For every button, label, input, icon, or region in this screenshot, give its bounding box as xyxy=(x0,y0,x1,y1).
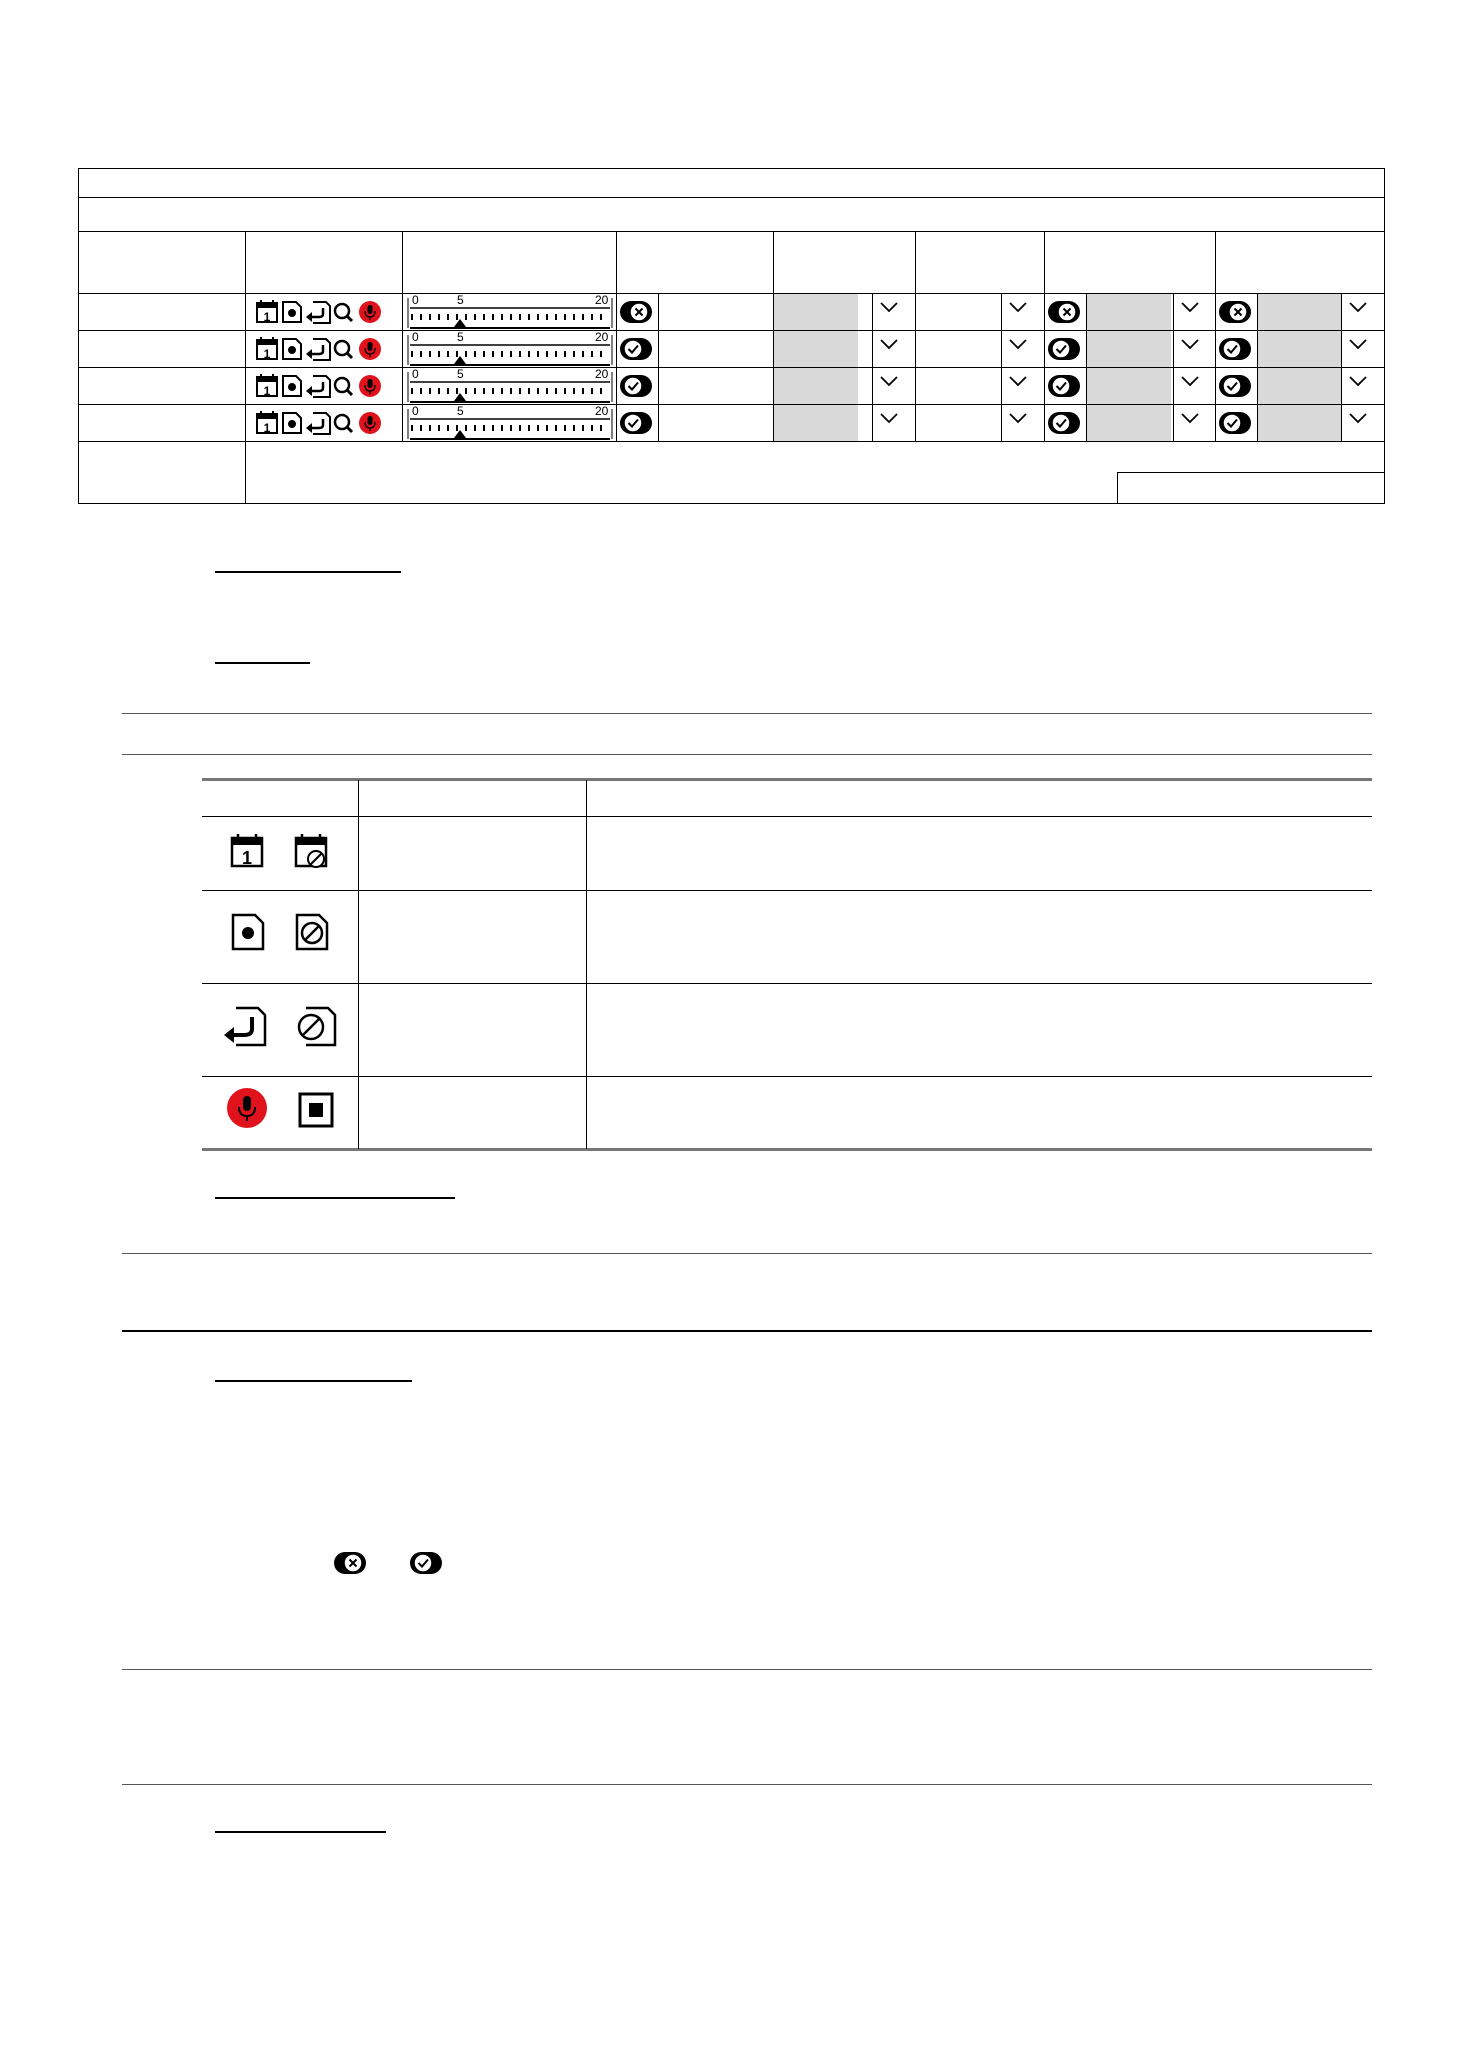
select-field[interactable] xyxy=(1087,405,1171,441)
select-field[interactable] xyxy=(1087,368,1171,404)
table-col-rule xyxy=(402,231,403,441)
calendar-icon xyxy=(257,337,277,361)
legend-rule xyxy=(202,983,1372,984)
select-field[interactable] xyxy=(774,331,858,367)
slider-tick-label: 20 xyxy=(595,331,609,344)
calendar-icon xyxy=(257,300,277,324)
section-heading-underline xyxy=(215,1831,386,1833)
table-col-rule xyxy=(1341,293,1342,441)
chevron-down-icon[interactable] xyxy=(1181,411,1197,421)
record-icon xyxy=(283,339,301,359)
select-field[interactable] xyxy=(1258,294,1341,330)
toggle-on-icon[interactable] xyxy=(619,337,653,361)
playback-icon xyxy=(306,302,330,323)
svg-text:1: 1 xyxy=(263,310,271,324)
select-field[interactable] xyxy=(1087,294,1171,330)
slider-tick-label: 20 xyxy=(595,368,609,381)
toggle-on-icon[interactable] xyxy=(1047,337,1081,361)
table-rule xyxy=(78,330,1385,331)
calendar-icon xyxy=(257,374,277,398)
section-heading-underline xyxy=(215,662,310,664)
divider xyxy=(122,1784,1372,1785)
table-col-rule xyxy=(1215,231,1216,441)
slider-tick-label: 5 xyxy=(457,294,464,307)
chevron-down-icon[interactable] xyxy=(880,411,896,421)
microphone-red-icon xyxy=(359,412,381,434)
slider-tick-label: 0 xyxy=(412,405,419,418)
section-heading-underline xyxy=(215,571,401,573)
chevron-down-icon[interactable] xyxy=(1181,374,1197,384)
select-field[interactable] xyxy=(1258,405,1341,441)
toggle-on-icon[interactable] xyxy=(1218,337,1252,361)
table-rule xyxy=(78,367,1385,368)
record-icon xyxy=(283,413,301,433)
chevron-down-icon[interactable] xyxy=(1181,337,1197,347)
legend-bottom-rule xyxy=(202,1148,1372,1151)
volume-slider[interactable] xyxy=(406,368,614,404)
playback-disabled-icon xyxy=(292,1005,338,1047)
slider-tick-label: 5 xyxy=(457,405,464,418)
playback-icon xyxy=(306,413,330,434)
divider xyxy=(122,1669,1372,1670)
select-field[interactable] xyxy=(774,368,858,404)
record-icon xyxy=(283,376,301,396)
table-col-rule xyxy=(245,231,246,504)
chevron-down-icon[interactable] xyxy=(1349,337,1365,347)
chevron-down-icon[interactable] xyxy=(880,300,896,310)
chevron-down-icon[interactable] xyxy=(1009,374,1025,384)
slider-tick-label: 5 xyxy=(457,331,464,344)
table-rule xyxy=(78,197,1385,198)
table-col-rule xyxy=(1001,293,1002,441)
record-icon xyxy=(230,912,266,952)
table-col-rule xyxy=(1117,472,1118,504)
row-action-icons xyxy=(256,299,384,325)
search-icon xyxy=(335,341,352,358)
row-action-icons xyxy=(256,410,384,436)
slider-tick-label: 0 xyxy=(412,368,419,381)
playback-icon xyxy=(222,1005,268,1047)
volume-slider[interactable] xyxy=(406,294,614,330)
table-rule xyxy=(78,441,1385,442)
toggle-off-icon[interactable] xyxy=(1218,300,1252,324)
toggle-on-icon[interactable] xyxy=(619,374,653,398)
slider-thumb xyxy=(454,319,466,327)
microphone-red-icon xyxy=(359,301,381,323)
table-rule xyxy=(1117,472,1385,473)
calendar-icon xyxy=(230,832,266,870)
table-col-rule xyxy=(1044,231,1045,441)
select-field[interactable] xyxy=(774,405,858,441)
toggle-off-icon[interactable] xyxy=(619,300,653,324)
chevron-down-icon[interactable] xyxy=(1009,337,1025,347)
row-action-icons xyxy=(256,373,384,399)
table-rule xyxy=(78,404,1385,405)
chevron-down-icon[interactable] xyxy=(1349,374,1365,384)
microphone-red-icon xyxy=(359,338,381,360)
divider xyxy=(122,713,1372,714)
calendar-icon xyxy=(257,411,277,435)
playback-icon xyxy=(306,376,330,397)
chevron-down-icon[interactable] xyxy=(1349,411,1365,421)
search-icon xyxy=(335,304,352,321)
toggle-on-icon xyxy=(409,1551,443,1575)
legend-col-rule xyxy=(358,780,359,1149)
toggle-on-icon[interactable] xyxy=(1047,411,1081,435)
select-field[interactable] xyxy=(774,294,858,330)
chevron-down-icon[interactable] xyxy=(880,374,896,384)
section-heading-underline xyxy=(215,1380,412,1382)
legend-rule xyxy=(202,1076,1372,1077)
microphone-red-icon xyxy=(226,1087,268,1129)
toggle-on-icon[interactable] xyxy=(1218,374,1252,398)
table-col-rule xyxy=(658,293,659,441)
select-field[interactable] xyxy=(1087,331,1171,367)
svg-text:1: 1 xyxy=(263,421,271,435)
toggle-on-icon[interactable] xyxy=(1218,411,1252,435)
legend-top-rule xyxy=(202,778,1372,781)
toggle-on-icon[interactable] xyxy=(619,411,653,435)
divider xyxy=(122,754,1372,755)
slider-tick-label: 5 xyxy=(457,368,464,381)
svg-text:1: 1 xyxy=(263,384,271,398)
row-action-icons xyxy=(256,336,384,362)
select-field[interactable] xyxy=(1258,331,1341,367)
slider-thumb xyxy=(454,356,466,364)
calendar-disabled-icon xyxy=(294,832,330,870)
chevron-down-icon[interactable] xyxy=(880,337,896,347)
svg-text:1: 1 xyxy=(263,347,271,361)
chevron-down-icon[interactable] xyxy=(1009,300,1025,310)
toggle-on-icon[interactable] xyxy=(1047,374,1081,398)
table-rule xyxy=(78,231,1385,232)
stop-icon xyxy=(298,1092,334,1128)
playback-icon xyxy=(306,339,330,360)
table-col-rule xyxy=(872,293,873,441)
table-col-rule xyxy=(616,231,617,441)
chevron-down-icon[interactable] xyxy=(1181,300,1197,310)
search-icon xyxy=(335,378,352,395)
table-col-rule xyxy=(915,231,916,441)
chevron-down-icon[interactable] xyxy=(1349,300,1365,310)
legend-col-rule xyxy=(586,780,587,1149)
microphone-red-icon xyxy=(359,375,381,397)
legend-rule xyxy=(202,890,1372,891)
slider-tick-label: 0 xyxy=(412,331,419,344)
divider xyxy=(122,1330,1372,1332)
toggle-off-icon[interactable] xyxy=(1047,300,1081,324)
divider xyxy=(122,1253,1372,1254)
slider-thumb xyxy=(454,430,466,438)
section-heading-underline xyxy=(215,1197,455,1199)
volume-slider[interactable] xyxy=(406,331,614,367)
slider-tick-label: 20 xyxy=(595,294,609,307)
chevron-down-icon[interactable] xyxy=(1009,411,1025,421)
slider-thumb xyxy=(454,393,466,401)
table-rule xyxy=(78,293,1385,294)
table-col-rule xyxy=(1173,293,1174,441)
select-field[interactable] xyxy=(1258,368,1341,404)
legend-rule xyxy=(202,816,1372,817)
toggle-off-icon xyxy=(333,1551,367,1575)
volume-slider[interactable] xyxy=(406,405,614,441)
svg-text:1: 1 xyxy=(241,848,253,868)
slider-tick-label: 0 xyxy=(412,294,419,307)
record-icon xyxy=(283,302,301,322)
slider-tick-label: 20 xyxy=(595,405,609,418)
search-icon xyxy=(335,415,352,432)
record-disabled-icon xyxy=(294,912,330,952)
